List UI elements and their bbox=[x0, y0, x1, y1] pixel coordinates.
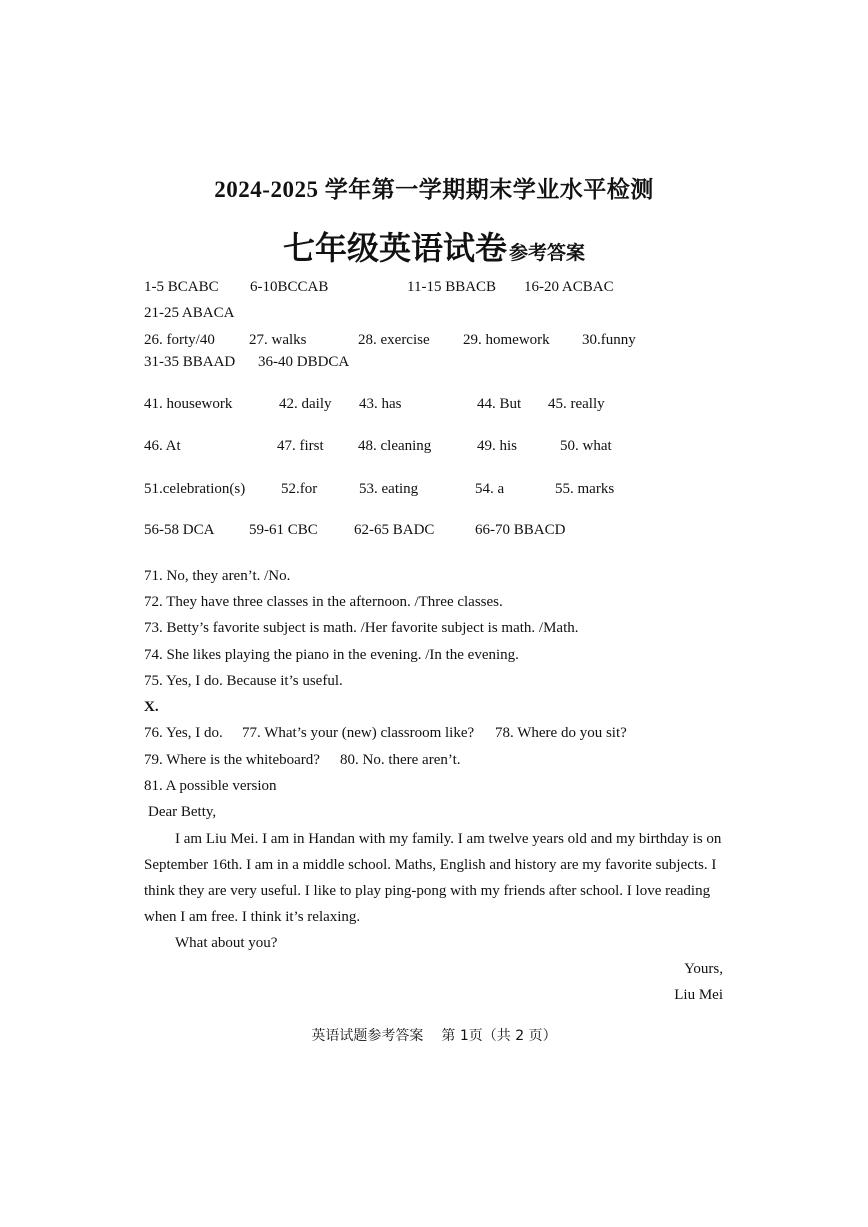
answer-42: 42. daily bbox=[279, 396, 332, 412]
answer-30: 30.funny bbox=[582, 332, 636, 348]
answer-77: 77. What’s your (new) classroom like? bbox=[242, 725, 475, 741]
answer-78: 78. Where do you sit? bbox=[495, 725, 627, 741]
answer-59-61: 59-61 CBC bbox=[249, 522, 318, 538]
answer-16-20: 16-20 ACBAC bbox=[524, 279, 614, 295]
letter-body: I am Liu Mei. I am in Handan with my family. I am twelve years old and my birthday is on September 16th. I am in a middle school. Maths, English and history are my favorite subjects. I think they are very useful. I like to play ping-pong with my friends after school. I love reading when I am free. I think it’s relaxing. bbox=[144, 831, 722, 925]
footer-label: 英语试题参考答案 bbox=[311, 1028, 424, 1044]
answer-72: 72. They have three classes in the afternoon. /Three classes. bbox=[144, 594, 503, 610]
answer-21-25: 21-25 ABACA bbox=[144, 305, 235, 321]
answer-51: 51.celebration(s) bbox=[144, 481, 246, 497]
answer-28: 28. exercise bbox=[358, 332, 430, 348]
answer-73: 73. Betty’s favorite subject is math. /Her favorite subject is math. /Math. bbox=[144, 620, 579, 636]
answer-62-65: 62-65 BADC bbox=[354, 522, 435, 538]
answer-48: 48. cleaning bbox=[358, 438, 432, 454]
answer-74: 74. She likes playing the piano in the evening. /In the evening. bbox=[144, 647, 519, 663]
answer-46: 46. At bbox=[144, 438, 181, 454]
letter-signoff: Yours, bbox=[684, 961, 723, 977]
answer-6-10: 6-10BCCAB bbox=[250, 279, 329, 295]
answer-41: 41. housework bbox=[144, 396, 233, 412]
paper-title-sub: 参考答案 bbox=[509, 243, 586, 264]
answer-54: 54. a bbox=[475, 481, 505, 497]
letter-closing-question: What about you? bbox=[175, 935, 278, 951]
answer-52: 52.for bbox=[281, 481, 318, 497]
answer-55: 55. marks bbox=[555, 481, 615, 497]
answer-44: 44. But bbox=[477, 396, 522, 412]
answer-45: 45. really bbox=[548, 396, 605, 412]
answer-11-15: 11-15 BBACB bbox=[407, 279, 497, 295]
exam-title: 2024-2025 学年第一学期期末学业水平检测 bbox=[214, 177, 654, 202]
letter-signature: Liu Mei bbox=[674, 987, 723, 1003]
answer-29: 29. homework bbox=[463, 332, 550, 348]
answer-66-70: 66-70 BBACD bbox=[475, 522, 566, 538]
paper-title bbox=[0, 232, 868, 264]
section-x-heading: X. bbox=[144, 699, 159, 715]
answer-53: 53. eating bbox=[359, 481, 419, 497]
letter-greeting: Dear Betty, bbox=[148, 804, 217, 820]
answer-81-label: 81. A possible version bbox=[144, 778, 277, 794]
answer-43: 43. has bbox=[359, 396, 402, 412]
answer-49: 49. his bbox=[477, 438, 518, 454]
answer-36-40: 36-40 DBDCA bbox=[258, 354, 350, 370]
answer-26: 26. forty/40 bbox=[144, 332, 215, 348]
answer-50: 50. what bbox=[560, 438, 612, 454]
answer-75: 75. Yes, I do. Because it’s useful. bbox=[144, 673, 343, 689]
answer-56-58: 56-58 DCA bbox=[144, 522, 215, 538]
answer-1-5: 1-5 BCABC bbox=[144, 279, 219, 295]
answer-47: 47. first bbox=[277, 438, 324, 454]
page-footer bbox=[0, 1029, 868, 1043]
answer-80: 80. No. there aren’t. bbox=[340, 752, 461, 768]
answer-71: 71. No, they aren’t. /No. bbox=[144, 568, 291, 584]
page-number: 第 1页（共 2 页） bbox=[441, 1028, 557, 1044]
answer-79: 79. Where is the whiteboard? bbox=[144, 752, 320, 768]
paper-title-main: 七年级英语试卷 bbox=[282, 230, 507, 266]
answer-31-35: 31-35 BBAAD bbox=[144, 354, 236, 370]
answer-76: 76. Yes, I do. bbox=[144, 725, 223, 741]
answer-27: 27. walks bbox=[249, 332, 307, 348]
